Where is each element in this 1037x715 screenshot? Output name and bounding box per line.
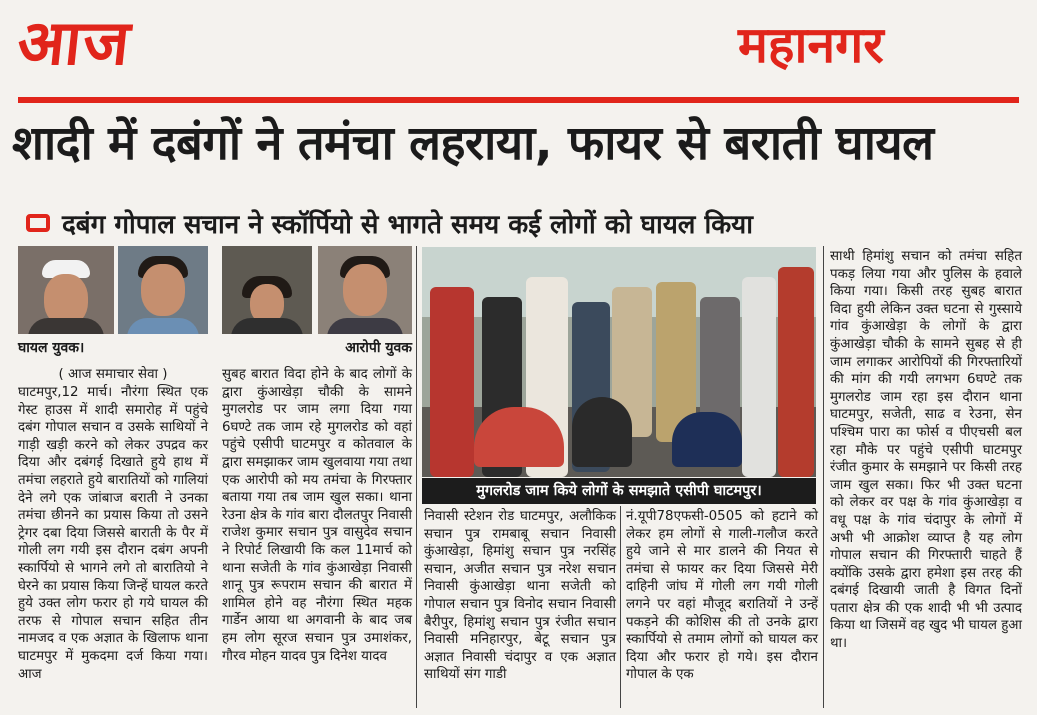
article-text-col5: साथी हिमांशु सचान को तमंचा सहित पकड़ लिया गया और पुलिस के हवाले किया गया। किसी तरह सुबह बारात विदा हुयी लेकिन उक्त घटना से गुस्साये गांव कुंआखेड़ा के लोगों के द्वारा कुंआखेड़ा चौकी के सामने सुबह से ही जाम लगाकर आरोपियों की गिरफ्तारियों की मांग की गयी लगभग 6घण्टे तक मुगलरोड जाम रहा इस दौरान थाना घाटमपुर, सजेती, साढ व रेउना, सेन पश्चिम पारा का फोर्स व पीएचसी बल रहा मौके पर पहुंचे एसीपी घाटमपुर रंजीत कुमार के समझाने पर किसी तरह जाम खुल सका। फिर भी उक्त घटना को लेकर वर पक्ष के गांव कुंआखेड़ा व वधू पक्ष के गांव चंदापुर के लोगों में अभी भी आक्रोश व्याप्त है यह लोग गोपाल सचान की गिरफ्तारी चाहते हैं क्योंकि उसके द्वारा हमेशा इस तरह की दबंगई दिखायी जाती है विगत दिनों पतारा क्षेत्र की एक शादी भी भी उत्पाद किया था जिसमें वह खुद भी घायल हुआ था। [830, 249, 1022, 652]
article-column-3 [424, 508, 616, 710]
article-text-col2: सुबह बारात विदा होने के बाद लोगों के द्वारा कुंआखेड़ा चौकी के सामने मुगलरोड पर जाम लगा दिया गया 6घण्टे तक जाम रहे मुगलरोड को वहां पहुंचे एसीपी घाटमपुर व कोतवाल के द्वारा समझाकर जाम खुलवाया गया तथा एक आरोपी को मय तमंचा के गिरफ्तार बताया गया तब जाम खुल सका। थाना रेउना क्षेत्र के गांव बारा दौलतपुर निवासी राजेश कुमार सचान पुत्र वासुदेव सचान ने रिपोर्ट लिखायी कि कल 11मार्च को थाना सजेती के गांव कुंआखेड़ा निवासी शानू पुत्र रूपराम सचान की बारात में शामिल होने वह नौरंगा स्थित महक गार्डेन आया था अगवानी के बाद जब हम लोग सूरज सचान पुत्र उमाशंकर, गौरव मोहन यादव पुत्र दिनेश यादव [222, 367, 412, 664]
article-column-5 [830, 248, 1022, 710]
article-column-4 [626, 508, 818, 710]
subheadline-row [26, 206, 1026, 240]
newspaper-logo: आज [14, 6, 136, 79]
column-rule [823, 246, 824, 708]
bullet-box-icon [26, 214, 50, 232]
injured-youth-photo-3 [222, 246, 312, 334]
column-rule [620, 506, 621, 708]
masthead-rule [18, 97, 1019, 103]
accused-caption: आरोपी युवक [345, 340, 412, 356]
injured-caption: घायल युवक। [18, 340, 85, 356]
news-source: ( आज समाचार सेवा ) [58, 367, 168, 382]
main-photo [422, 247, 816, 477]
article-text-col4: नं.यूपी78एफसी-0505 को हटाने को लेकर हम लोगों से गाली-गलौज करते हुये जाने से मार डालने की नियत से तमंचा से फायर कर दिया जिससे मेरी दाहिनी जांघ में गोली लग गयी गोली लगने पर वहां मौजूद बरातियों ने उन्हें पकड़ने की कोशिस की तो उनके द्वारा स्कार्पियो से तमाम लोगों को घायल कर दिया और फरार हो गये। इस दौरान गोपाल के एक [626, 509, 818, 683]
injured-youth-photo-1 [18, 246, 114, 334]
section-title: महानगर [738, 16, 884, 74]
main-photo-caption: मुगलरोड जाम किये लोगों के समझाते एसीपी घाटमपुर। [422, 478, 816, 504]
injured-youth-photo-2 [118, 246, 208, 334]
article-column-1a [18, 384, 208, 710]
headline: शादी में दबंगों ने तमंचा लहराया, फायर से बराती घायल [12, 116, 934, 171]
subheadline: दबंग गोपाल सचान ने स्कॉर्पियो से भागते समय कई लोगों को घायल किया [62, 210, 753, 240]
article-column-2 [222, 366, 412, 710]
accused-youth-photo [318, 246, 412, 334]
article-text-col3: निवासी स्टेशन रोड घाटमपुर, अलौकिक सचान पुत्र रामबाबू सचान निवासी कुंआखेड़ा, हिमांशु सचान पुत्र नरसिंह सचान, अजीत सचान पुत्र नरेश सचान निवासी कुंआखेड़ा थाना सजेती को गोपाल सचान पुत्र विनोद सचान निवासी बैरीपुर, हिमांशु सचान पुत्र रंजीत सचान निवासी मनिहारपुर, बेटू सचान पुत्र अज्ञात निवासी चंदापुर व एक अज्ञात साथियों संग गाडी [424, 509, 616, 683]
column-rule [416, 246, 417, 708]
article-text-col1a: घाटमपुर,12 मार्च। नौरंगा स्थित एक गेस्ट हाउस में शादी समारोह में पहुंचे दबंग गोपाल सचान व उसके साथियों ने गाड़ी खड़ी करने को लेकर उपद्रव कर दिया और दबंगई दिखाते हुये हाथ में तमंचा लहराते हुये बारातियों को गालियां देने लगे एक जांबाज बराती ने उनका तमंचा छीनने का प्रयास किया तो उसने ट्रेगर दबा दिया जिससे बाराती के पैर में गोली लग गयी इस दौरान दबंग अपनी स्कार्पियो से भागने लगे तो बारातियो ने घेरने का प्रयास किया जिन्हें घायल करते हुये उक्त लोग फरार हो गये घायल की तरफ से गोपाल सचान सहित तीन नामजद व एक अज्ञात के खिलाफ थाना घाटमपुर में मुकदमा दर्ज किया गया। आज [18, 385, 208, 682]
